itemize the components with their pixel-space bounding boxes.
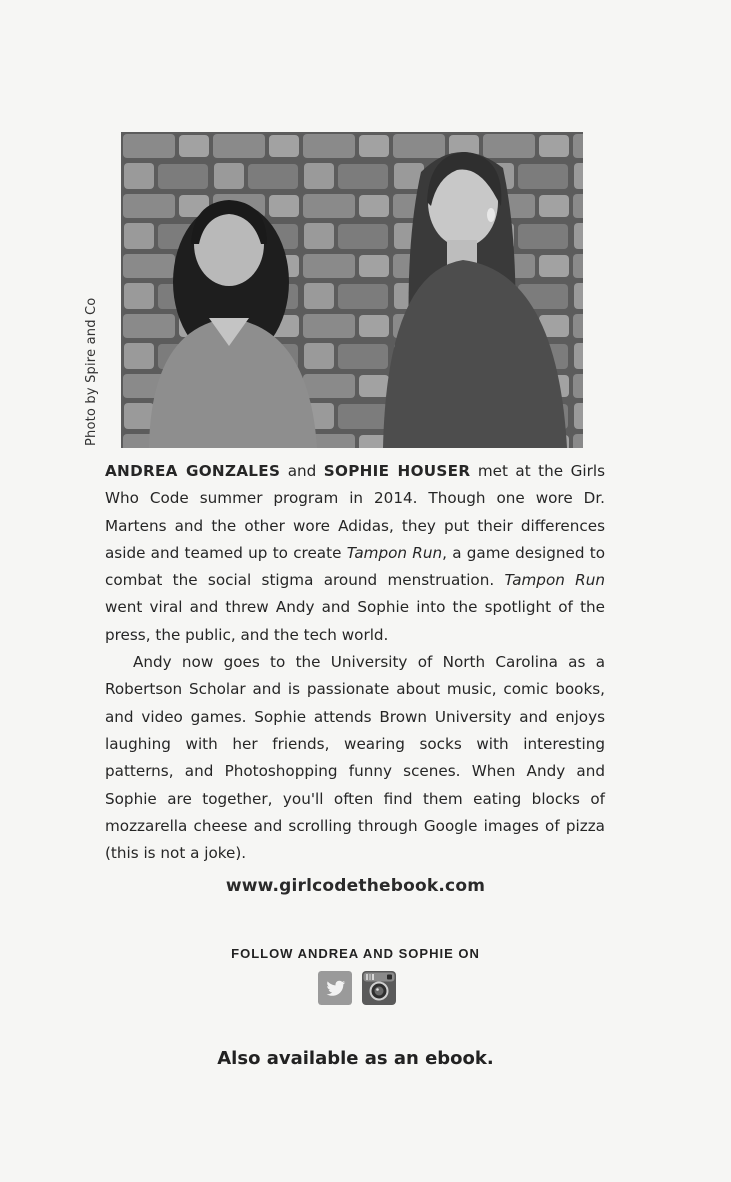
author-name-sophie: SOPHIE HOUSER xyxy=(323,462,471,480)
bio-paragraph-2: Andy now goes to the University of North Carolina as a Robertson Scholar and is passionate about music, comic books, and video games. Sophie attends Brown University and enjoys laughing with her friends, wearing socks with interesting patterns, and Photoshopping funny scenes. When Andy and Sophie are together, you'll often find them eating blocks of mozzarella cheese and scrolling through Google images of pizza (this is not a joke). xyxy=(105,653,605,863)
photo-credit: Photo by Spire and Co xyxy=(84,297,99,446)
bio-text-b: , a game designed to combat the social stigma around menstruation. xyxy=(105,543,605,590)
website-link[interactable]: www.girlcodethebook.com xyxy=(225,876,486,896)
author-photo-illustration xyxy=(121,132,583,448)
author-photo xyxy=(121,132,583,448)
bio-text-c: went viral and threw Andy and Sophie into the spotlight of the press, the public, and the tech world. xyxy=(105,598,605,644)
author-name-andrea: ANDREA GONZALES xyxy=(105,462,281,480)
social-icons xyxy=(318,971,396,1005)
ebook-note: Also available as an ebook. xyxy=(217,1048,494,1069)
twitter-bird-icon[interactable] xyxy=(318,971,352,1005)
author-bio xyxy=(105,458,605,867)
instagram-camera-icon[interactable] xyxy=(362,971,396,1005)
game-title: Tampon Run xyxy=(346,543,443,562)
bio-conjunction: and xyxy=(280,462,324,480)
bio-text-a: met at the Girls Who Code summer program in 2014. Though one wore Dr. Martens and the other wore Adidas, they put their differences aside and teamed up to create xyxy=(105,462,605,562)
bio-paragraph-1 xyxy=(105,458,605,649)
follow-label: FOLLOW ANDREA AND SOPHIE ON xyxy=(231,946,480,961)
game-title: Tampon Run xyxy=(504,571,605,590)
